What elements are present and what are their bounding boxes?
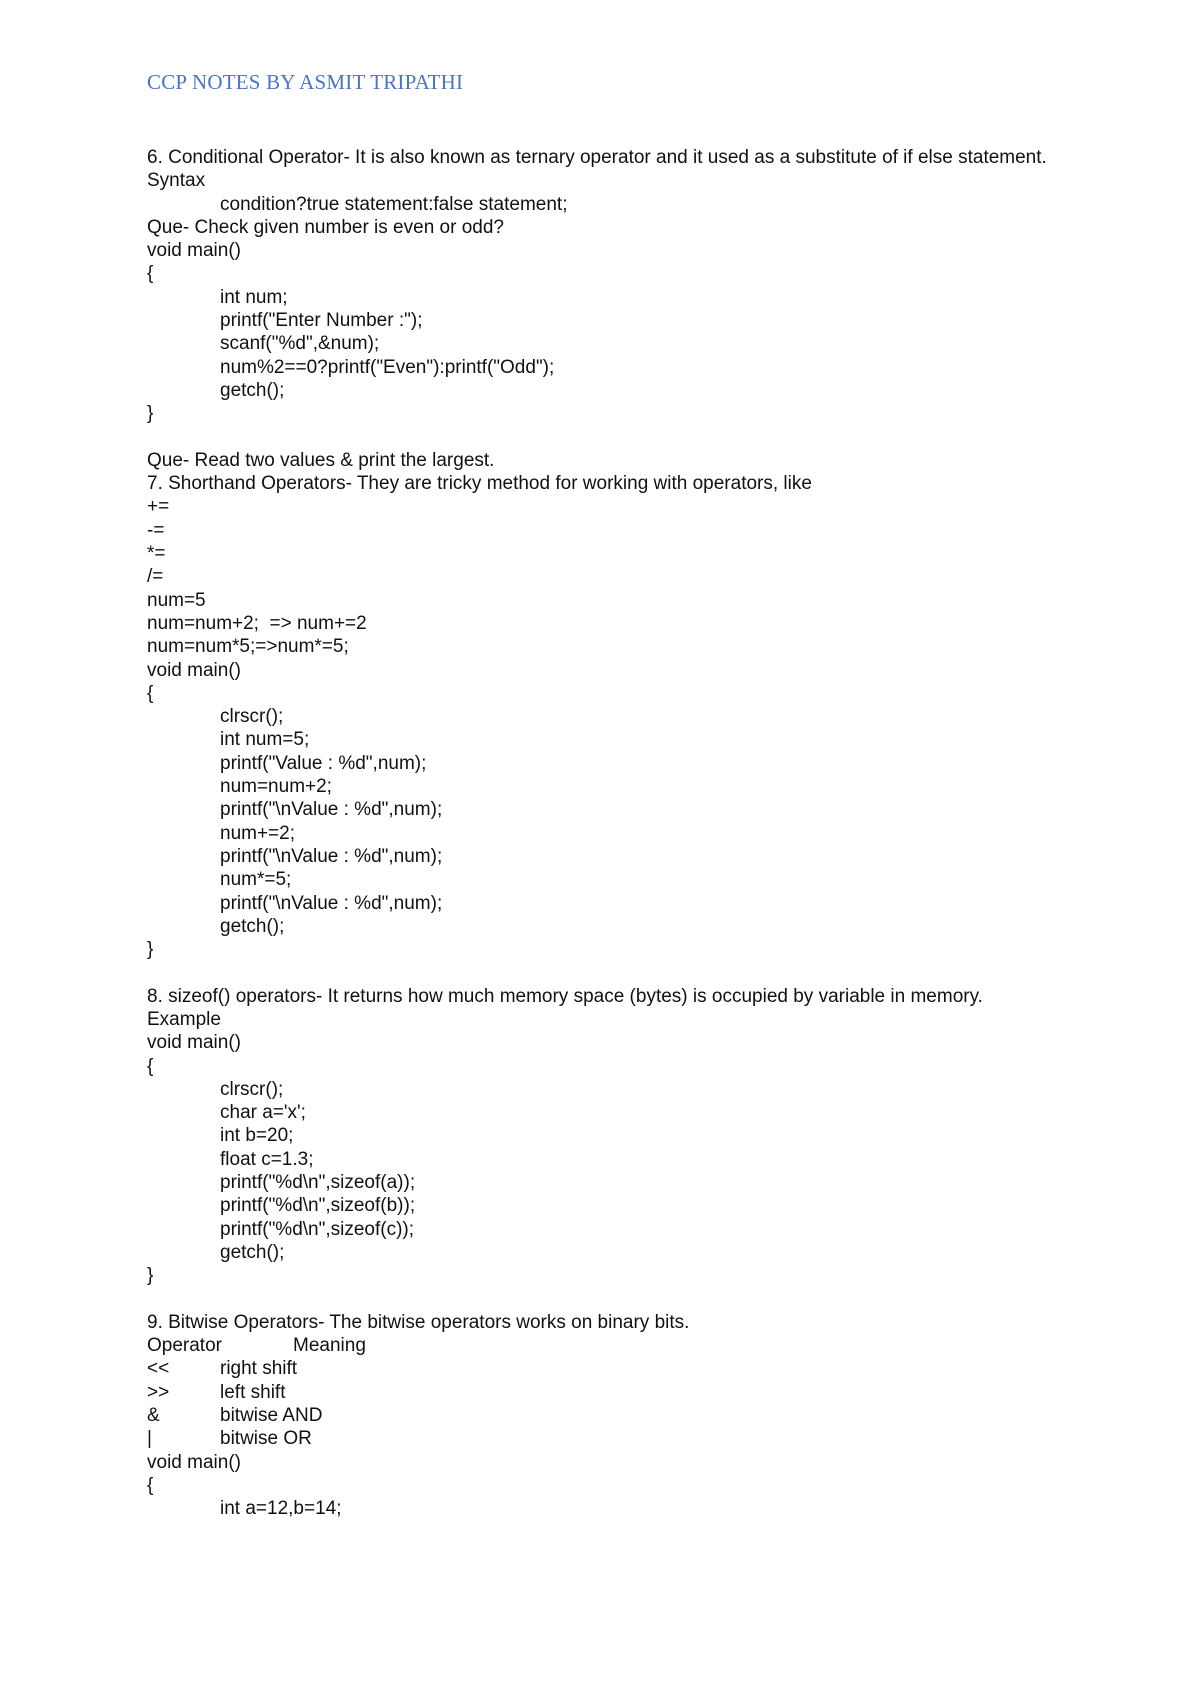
- section-9-intro: 9. Bitwise Operators- The bitwise operators works on binary bits.: [147, 1311, 690, 1333]
- code-line: void main(): [147, 659, 241, 681]
- operator-item: /=: [147, 566, 164, 588]
- code-line: {: [147, 1055, 154, 1077]
- code-line: num+=2;: [220, 822, 295, 844]
- operator-meaning: bitwise OR: [220, 1428, 312, 1450]
- code-line: {: [147, 682, 154, 704]
- example-label: Example: [147, 1008, 221, 1030]
- code-line: void main(): [147, 1032, 241, 1054]
- code-line: num=num+2;: [220, 776, 332, 798]
- code-line: clrscr();: [220, 706, 284, 728]
- code-line: printf("\nValue : %d",num);: [220, 845, 443, 867]
- operator-symbol: |: [147, 1428, 152, 1450]
- code-line: char a='x';: [220, 1102, 306, 1124]
- section-8-intro: 8. sizeof() operators- It returns how much memory space (bytes) is occupied by variable in memory.: [147, 985, 983, 1007]
- code-line: printf("%d\n",sizeof(b));: [220, 1195, 416, 1217]
- code-line: {: [147, 263, 154, 285]
- code-line: getch();: [220, 915, 285, 937]
- code-line: int num=5;: [220, 729, 310, 751]
- code-line: printf("%d\n",sizeof(a));: [220, 1172, 416, 1194]
- code-line: num*=5;: [220, 869, 292, 891]
- example-line: num=num*5;=>num*=5;: [147, 636, 349, 658]
- operator-table-row: [147, 1381, 1061, 1404]
- operator-symbol: <<: [147, 1358, 170, 1380]
- code-line: }: [147, 1265, 154, 1287]
- operator-symbol: >>: [147, 1381, 170, 1403]
- code-line: clrscr();: [220, 1078, 284, 1100]
- syntax-line: condition?true statement:false statement;: [220, 193, 568, 215]
- code-line: int num;: [220, 286, 288, 308]
- code-line: int b=20;: [220, 1125, 294, 1147]
- code-line: scanf("%d",&num);: [220, 333, 380, 355]
- example-line: num=5: [147, 589, 206, 611]
- meaning-column-header: Meaning: [293, 1335, 366, 1357]
- code-line: printf("\nValue : %d",num);: [220, 799, 443, 821]
- operator-table-header: [147, 1334, 1061, 1357]
- code-line: float c=1.3;: [220, 1148, 314, 1170]
- code-line: }: [147, 403, 154, 425]
- operator-table-row: [147, 1357, 1061, 1380]
- code-line: void main(): [147, 1451, 241, 1473]
- code-line: printf("\nValue : %d",num);: [220, 892, 443, 914]
- code-line: void main(): [147, 240, 241, 262]
- operator-item: *=: [147, 543, 166, 565]
- document-body: [147, 146, 1061, 1521]
- code-line: getch();: [220, 1241, 285, 1263]
- code-line: printf("%d\n",sizeof(c));: [220, 1218, 415, 1240]
- section-6-intro: 6. Conditional Operator- It is also known as ternary operator and it used as a substitute of if else statement.: [147, 147, 1047, 168]
- code-line: printf("Enter Number :");: [220, 310, 423, 332]
- question-largest: Que- Read two values & print the largest.: [147, 449, 495, 471]
- code-line: num%2==0?printf("Even"):printf("Odd");: [220, 356, 555, 378]
- code-line: {: [147, 1474, 154, 1496]
- code-line: printf("Value : %d",num);: [220, 752, 427, 774]
- example-line: num=num+2; => num+=2: [147, 612, 367, 634]
- operator-column-header: Operator: [147, 1335, 222, 1357]
- operator-item: -=: [147, 519, 165, 541]
- spacer: [147, 961, 1061, 984]
- operator-meaning: bitwise AND: [220, 1405, 323, 1427]
- section-7-intro: 7. Shorthand Operators- They are tricky method for working with operators, like: [147, 473, 812, 495]
- spacer: [147, 1288, 1061, 1311]
- operator-symbol: &: [147, 1405, 160, 1427]
- code-line: int a=12,b=14;: [220, 1498, 342, 1520]
- operator-table-row: [147, 1404, 1061, 1427]
- code-line: getch();: [220, 379, 285, 401]
- operator-item: +=: [147, 496, 170, 518]
- document-header: CCP NOTES BY ASMIT TRIPATHI: [147, 70, 464, 94]
- operator-meaning: left shift: [220, 1381, 286, 1403]
- question-even-odd: Que- Check given number is even or odd?: [147, 216, 504, 238]
- operator-table-row: [147, 1427, 1061, 1450]
- spacer: [147, 426, 1061, 449]
- syntax-label: Syntax: [147, 170, 206, 192]
- operator-meaning: right shift: [220, 1358, 298, 1380]
- code-line: }: [147, 939, 154, 961]
